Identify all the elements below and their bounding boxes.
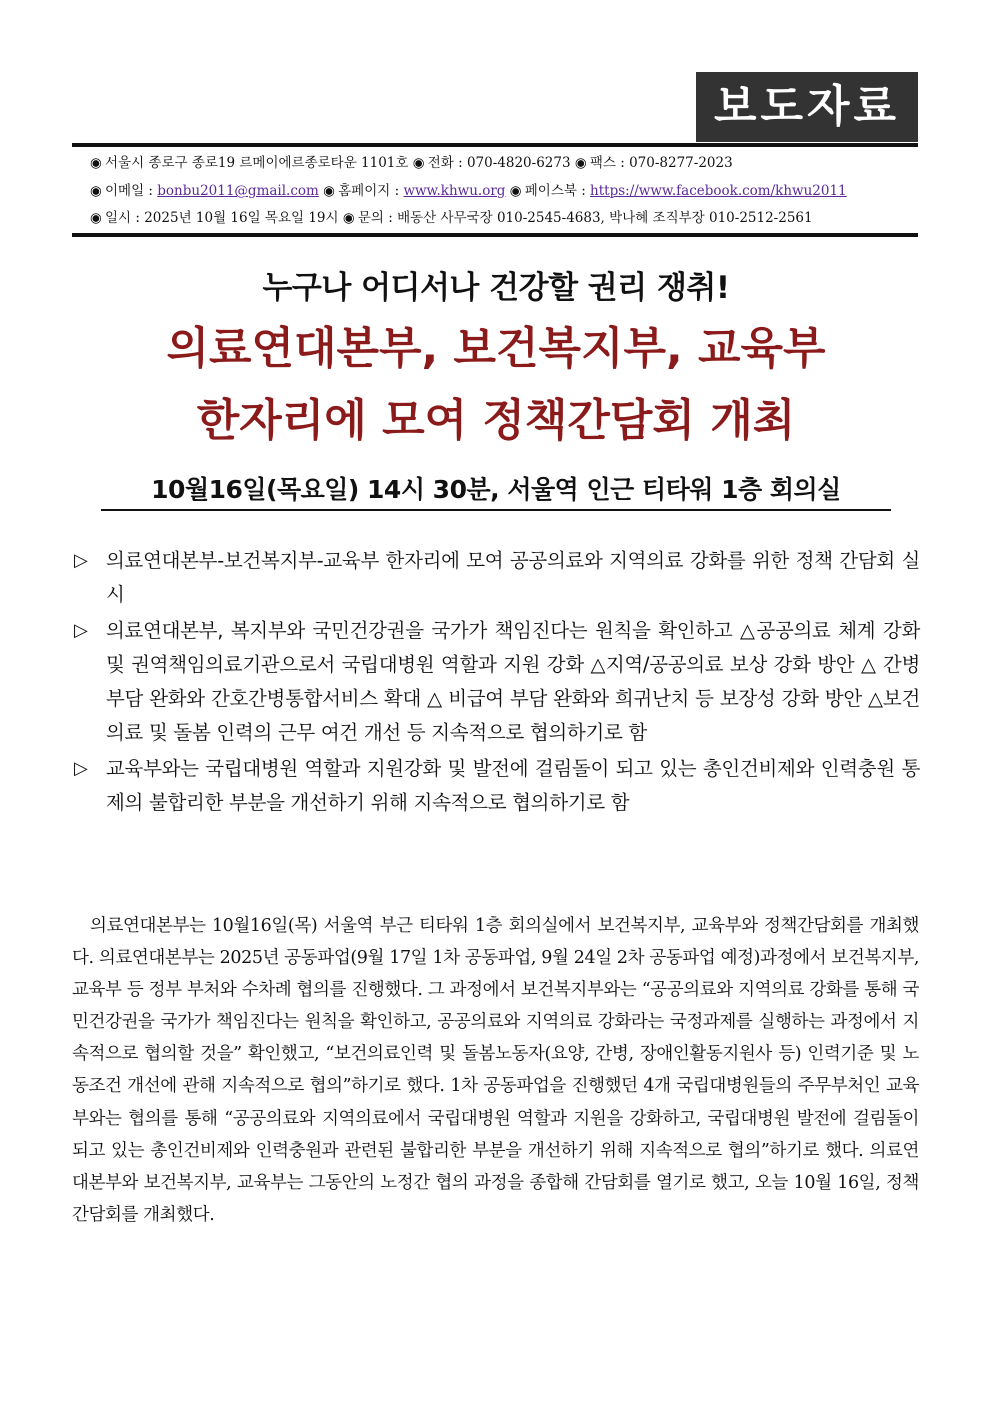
bullet-icon: ◉: [574, 155, 587, 171]
homepage-label: 홈페이지 :: [338, 183, 404, 199]
info-line-schedule: [90, 208, 920, 228]
homepage-link[interactable]: www.khwu.org: [403, 183, 506, 199]
bullet-icon: ◉: [90, 210, 102, 226]
triangle-bullet-icon: ▷: [74, 550, 88, 571]
subtitle: 누구나 어디서나 건강할 권리 쟁취!: [262, 270, 730, 306]
email-label: 이메일 :: [105, 183, 158, 199]
date-text: 일시 : 2025년 10월 16일 목요일 19시: [105, 210, 339, 226]
info-line-address: [90, 153, 920, 173]
contact-text: 문의 : 배동산 사무국장 010-2545-4683, 박나혜 조직부장 010-2512-2561: [357, 210, 813, 226]
facebook-label: 페이스북 :: [524, 183, 591, 199]
headline-line-2: 한자리에 모여 정책간담회 개최: [196, 395, 796, 446]
event-dateline: 10월16일(목요일) 14시 30분, 서울역 인근 티타워 1층 회의실: [101, 470, 891, 511]
bullet-icon: ◉: [509, 183, 522, 199]
email-link[interactable]: bonbu2011@gmail.com: [157, 183, 319, 199]
info-line-contacts: [90, 181, 920, 201]
body-paragraph: 의료연대본부는 10월16일(목) 서울역 부근 티타워 1층 회의실에서 보건복지부, 교육부와 정책간담회를 개최했다. 의료연대본부는 2025년 공동파업(9월 17일 1차 공동파업, 9월 24일 2차 공동파업 예정)과정에서 보건복지부, 교육부 등 정부 부처와 수차례 협의를 진행했다. 그 과정에서 보건복지부와는 “공공의료와 지역의료 강화를 통해 국민건강권을 국가가 책임진다는 원칙을 확인하고, 공공의료와 지역의료 강화라는 국정과제를 실행하는 과정에서 지속적으로 협의할 것을” 확인했고, “보건의료인력 및 돌봄노동자(요양, 간병, 장애인활동지원사 등) 인력기준 및 노동조건 개선에 관해 지속적으로 협의”하기로 했다. 1차 공동파업을 진행했던 4개 국립대병원들의 주무부처인 교육부와는 협의를 통해 “공공의료와 지역의료에서 국립대병원 역할과 지원을 강화하고, 국립대병원 발전에 걸림돌이 되고 있는 총인건비제와 인력충원과 관련된 불합리한 부분을 개선하기 위해 지속적으로 협의”하기로 했다. 의료연대본부와 보건복지부, 교육부는 그동안의 노정간 협의 과정을 종합해 간담회를 열기로 했고, 오늘 10월 16일, 정책간담회를 개최했다.: [72, 916, 919, 1225]
key-point-text: 교육부와는 국립대병원 역할과 지원강화 및 발전에 걸림돌이 되고 있는 총인건비제와 인력충원 통제의 불합리한 부분을 개선하기 위해 지속적으로 협의하기로 함: [106, 757, 920, 814]
key-point-text: 의료연대본부-보건복지부-교육부 한자리에 모여 공공의료와 지역의료 강화를 위한 정책 간담회 실시: [106, 549, 920, 606]
bullet-icon: ◉: [342, 210, 355, 226]
fax-text: 팩스 : 070-8277-2023: [589, 155, 733, 171]
triangle-bullet-icon: ▷: [74, 620, 88, 641]
bullet-icon: ◉: [323, 183, 335, 199]
bullet-icon: ◉: [90, 155, 102, 171]
key-point: [74, 752, 920, 820]
headline-line-1: 의료연대본부, 보건복지부, 교육부: [166, 323, 826, 374]
phone-text: 전화 : 070-4820-6273: [427, 155, 571, 171]
bullet-icon: ◉: [90, 183, 102, 199]
key-point: [74, 614, 920, 750]
bullet-icon: ◉: [412, 155, 425, 171]
header-rule-top: [72, 143, 918, 147]
key-point: [74, 544, 920, 612]
key-point-text: 의료연대본부, 복지부와 국민건강권을 국가가 책임진다는 원칙을 확인하고 △공공의료 체계 강화 및 권역책임의료기관으로서 국립대병원 역할과 지원 강화 △지역/공공의료 보상 강화 방안 △ 간병부담 완화와 간호간병통합서비스 확대 △ 비급여 부담 완화와 희귀난치 등 보장성 강화 방안 △보건의료 및 돌봄 인력의 근무 여건 개선 등 지속적으로 협의하기로 함: [106, 619, 921, 744]
header-rule-bottom: [72, 233, 918, 237]
key-points: [74, 544, 920, 822]
address-text: 서울시 종로구 종로19 르메이에르종로타운 1101호: [105, 155, 409, 171]
press-release-badge: 보도자료: [696, 72, 918, 142]
facebook-link[interactable]: https://www.facebook.com/khwu2011: [590, 183, 847, 199]
triangle-bullet-icon: ▷: [74, 758, 88, 779]
